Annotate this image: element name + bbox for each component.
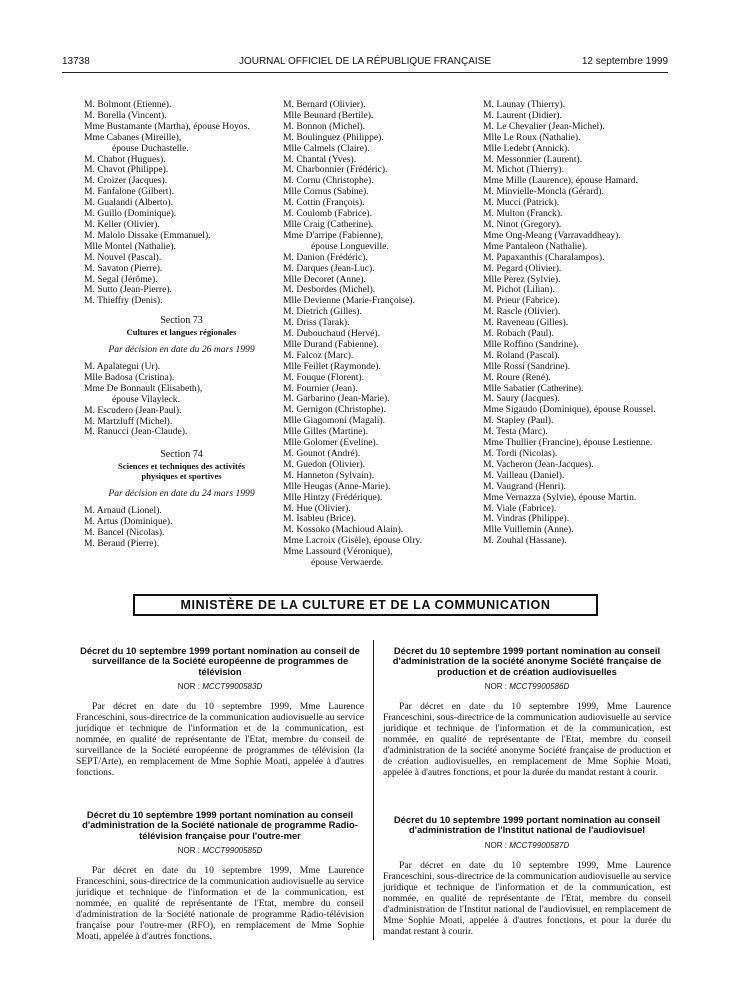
name-entry: M. Multon (Franck). [483,208,563,220]
name-entry: M. Charbonnier (Frédéric). [283,164,388,176]
name-entry: M. Darques (Jean-Luc). [283,262,375,274]
name-entry: Mme D'arripe (Fabienne), [283,229,384,241]
name-entry: M. Chavot (Philippe). [84,164,169,176]
name-entry: M. Boulinguez (Philippe). [283,131,384,143]
name-entry: Mlle Roffino (Sandrine). [483,338,579,350]
name-entry: Mlle Rossi (Sandrine). [483,360,571,372]
name-entry: Mme Vernazza (Sylvie), épouse Martin. [483,491,637,503]
decree-title: Décret du 10 septembre 1999 portant nomination au conseil d'administration de la Société nationale de programme Radio-télévision française pour l'outre-mer [82,809,358,841]
name-entry: Mlle Ledebt (Annick). [483,142,570,154]
name-entry: M. Laurent (Didier). [483,109,562,121]
name-entry: M. Prieur (Fabrice). [483,295,560,307]
section-subtitle: physiques et sportives [141,471,222,482]
decree-title: Décret du 10 septembre 1999 portant nomination au conseil d'administration de l'Institut national de l'audiovisuel [393,814,661,836]
nor-reference: NOR : MCCT9900585D [177,846,263,856]
decree-block-3 [383,646,671,778]
name-entry: M. Fouque (Florent). [283,371,365,383]
nor-reference: NOR : MCCT9900587D [484,840,570,850]
section-subtitle: Cultures et langues régionales [126,327,237,338]
name-entry: M. Stapley (Paul). [483,415,554,427]
name-entry: M. Segal (Jérôme). [84,273,158,285]
name-entry: Mlle Hintzy (Frédérique). [283,491,383,503]
name-entry: M. Garbarino (Jean-Marie). [283,393,390,405]
decision-date: Par décision en date du 24 mars 1999 [108,488,255,500]
name-entry: M. Bonnon (Michel). [283,120,366,132]
name-entry: M. Arnaud (Lionel). [84,505,162,517]
name-entry: Mlle Montel (Nathalie). [84,240,176,252]
name-entry: Mme Lacroix (Gisèle), épouse Olry. [283,535,422,547]
page-number: 13738 [62,56,90,67]
name-entry: Mlle Craig (Catherine). [283,218,374,230]
decree-body: Par décret en date du 10 septembre 1999, Mme Laurence Franceschini, sous-directrice de la communication audiovisuelle au service juridique et technique de l'information et de la communication, est nommée, en qualité de représentante de l'Etat, membre du conseil d'administration de l'Institut national de l'audiovisuel, en remplacement de Mme Sophie Moati, appelée à d'autres fonctions, et pour la durée du mandat restant à courir. [383,859,671,937]
name-entry: M. Pichot (Lilian). [483,284,555,296]
name-entry: M. Driss (Tarak). [283,317,350,329]
name-entry: M. Nouvel (Pascal). [84,251,162,263]
name-entry: M. Desbordes (Michel). [283,284,376,296]
name-entry: Mlle Badosa (Cristina). [84,371,175,383]
decree-block-1 [76,646,364,778]
name-entry: Mlle Giagomoni (Magali). [283,415,386,427]
name-entry: M. Danion (Frédéric). [283,251,368,263]
nor-reference: NOR : MCCT9900583D [177,682,263,692]
name-entry: M. Isableu (Brice). [283,513,356,525]
name-entry: M. Chabot (Hugues). [84,153,166,165]
name-entry: M. Dubouchaud (Hervé). [283,328,380,340]
name-entry: M. Hue (Olivier). [283,502,351,514]
name-list [84,100,279,307]
name-entry: M. Cottin (François). [283,197,365,209]
name-entry: M. Roland (Pascal). [483,349,560,361]
name-entry: épouse Duchastelle. [112,142,189,154]
name-entry: Mlle Beunard (Bertile). [283,109,374,121]
name-entry: M. Falcoz (Marc). [283,349,354,361]
name-entry: M. Ranucci (Jean-Claude). [84,426,188,438]
issue-date: 12 septembre 1999 [581,56,668,67]
names-column-2 [283,100,468,569]
name-entry: M. Michot (Thierry). [483,164,564,176]
name-entry: M. Borella (Vincent). [84,109,167,121]
ministry-banner: MINISTÈRE DE LA CULTURE ET DE LA COMMUNICATION [133,594,598,616]
name-entry: M. Le Chevalier (Jean-Michel). [483,120,605,132]
name-entry: Mlle Gilles (Martine). [283,426,368,438]
name-entry: Mlle Devienne (Marie-Françoise). [283,295,415,307]
decree-body: Par décret en date du 10 septembre 1999, Mme Laurence Franceschini, sous-directrice de la communication audiovisuelle au service juridique et technique de l'information et de la communication, est nommée, en qualité de représentante de l'Etat, membre du conseil d'administration de la société anonyme Société française de production et de création audiovisuelles, en remplacement de Mme Sophie Moati, appelée à d'autres fonctions, et pour la durée du mandat restant à courir. [383,701,671,779]
name-entry: M. Ninot (Gregory). [483,218,562,230]
name-entry: M. Gualandi (Alberto). [84,197,173,209]
names-column-1 [84,100,279,550]
name-entry: M. Mucci (Patrick). [483,197,560,209]
name-entry: M. Roure (René). [483,371,551,383]
name-entry: Mme Ong-Meang (Varravaddheay). [483,229,621,241]
decree-block-2 [76,810,364,942]
name-entry: épouse Vilayleck. [112,393,180,405]
name-entry: M. Robach (Paul). [483,328,554,340]
name-entry: Mlle Cornus (Sabine). [283,186,369,198]
name-list [84,362,279,438]
name-entry: M. Viale (Fabrice). [483,502,557,514]
section-heading: Section 73 [160,315,203,327]
name-entry: M. Artus (Dominique). [84,516,173,528]
name-entry: Mme Mille (Laurence), épouse Hamard. [483,175,639,187]
name-entry: M. Papaxanthis (Charalampos). [483,251,605,263]
name-list [84,506,279,550]
name-entry: Mme Bustamante (Martha), épouse Hoyos. [84,120,250,132]
name-entry: M. Beraud (Pierre). [84,537,160,549]
decree-title: Décret du 10 septembre 1999 portant nomination au conseil d'administration de la société anonyme Société française de production et de création audiovisuelles [392,645,662,677]
decree-body: Par décret en date du 10 septembre 1999, Mme Laurence Franceschini, sous-directrice de la communication audiovisuelle au service juridique et technique de l'information et de la communication, est nommée, en qualité de représentante de l'Etat, membre du conseil de surveillance de la Société européenne de programmes de télévision (la SEPT/Arte), en remplacement de Mme Sophie Moati, appelée à d'autres fonctions. [76,701,364,779]
name-entry: M. Keller (Olivier). [84,218,160,230]
name-entry: M. Fournier (Jean). [283,382,358,394]
name-entry: M. Fanfalone (Gilbert). [84,186,175,198]
decree-block-4 [383,815,671,937]
name-entry: Mlle Calmels (Claire). [283,142,370,154]
name-entry: M. Gounot (André). [283,448,361,459]
name-entry: M. Tordi (Nicolas). [483,448,558,459]
decision-date: Par décision en date du 26 mars 1999 [108,344,255,356]
page-header [62,56,668,70]
name-entry: M. Pegard (Olivier). [483,262,562,274]
name-entry: M. Martzluff (Michel). [84,415,173,427]
name-entry: Mme De Bonnault (Elisabeth), [84,382,203,394]
name-entry: M. Malolo Dissake (Emmanuel). [84,229,211,241]
name-entry: M. Escudero (Jean-Paul). [84,404,182,416]
name-entry: M. Bolmont (Etienne). [84,99,172,110]
name-entry: M. Kossoko (Machioud Alain). [283,524,404,536]
name-entry: M. Thieffry (Denis). [84,295,163,307]
header-rule [62,72,668,73]
column-divider [373,640,374,940]
name-entry: Mlle Decoret (Anne). [283,273,366,285]
name-entry: Mlle Sabatier (Catherine). [483,382,584,394]
journal-title: JOURNAL OFFICIEL DE LA RÉPUBLIQUE FRANÇAISE [238,56,492,67]
name-entry: Mlle Feillet (Raymonde). [283,360,381,372]
name-entry: M. Messonnier (Laurent). [483,153,583,165]
name-entry: épouse Longueville. [311,240,389,252]
name-list [283,100,468,569]
name-entry: M. Vindras (Philippe). [483,513,570,525]
name-entry: M. Guedon (Olivier). [283,458,366,470]
name-entry: M. Rascle (Olivier). [483,306,561,318]
name-entry: Mme Pantaleon (Nathalie). [483,240,588,252]
section-heading: Section 74 [160,449,203,461]
name-entry: Mlle Heugas (Anne-Marie). [283,480,391,492]
name-entry: M. Sutto (Jean-Pierre). [84,284,172,296]
name-entry: M. Raveneau (Gilles). [483,317,569,329]
names-column-3 [483,100,673,547]
name-entry: Mlle Golomer (Eveline). [283,437,379,449]
name-entry: M. Apalategui (Ur). [84,361,161,373]
name-entry: M. Vailleau (Daniel). [483,469,565,481]
name-entry: M. Testa (Marc). [483,426,548,438]
name-entry: M. Cornu (Christophe). [283,175,374,187]
name-entry: M. Hanneton (Sylvain). [283,469,375,481]
name-entry: M. Dietrich (Gilles). [283,306,362,318]
name-entry: M. Croizer (Jacques). [84,175,168,187]
name-entry: M. Vacheron (Jean-Jacques). [483,458,594,470]
name-entry: M. Bernard (Olivier). [283,99,366,110]
name-entry: M. Minvielle-Moncla (Gérard). [483,186,604,198]
name-entry: M. Chantal (Yves). [283,153,357,165]
name-entry: Mme Thullier (Francine), épouse Lestienne. [483,437,653,449]
name-entry: M. Guillo (Dominique). [84,208,177,220]
name-list [483,100,673,547]
name-entry: M. Coulomb (Fabrice). [283,208,372,220]
name-entry: M. Launay (Thierry). [483,99,566,110]
section-subtitle: Sciences et techniques des activités [118,461,245,472]
name-entry: M. Vaugrand (Henri). [483,480,566,492]
name-entry: Mme Lassourd (Véronique), [283,546,393,558]
decree-title: Décret du 10 septembre 1999 portant nomination au conseil de surveillance de la Société européenne de programmes de télévision [80,645,360,677]
name-entry: Mlle Vuillemin (Anne). [483,524,574,536]
name-entry: M. Savaton (Pierre). [84,262,163,274]
name-entry: Mme Cabanes (Mireille), [84,131,182,143]
name-entry: épouse Verwaerde. [311,557,384,569]
name-entry: Mlle Durand (Fabienne). [283,338,379,350]
nor-reference: NOR : MCCT9900586D [484,682,570,692]
name-entry: M. Bancel (Nicolas). [84,527,165,538]
name-entry: M. Gernigon (Christophe). [283,404,386,416]
name-entry: Mlle Perez (Sylvie). [483,273,561,285]
name-entry: M. Zouhal (Hassane). [483,535,567,547]
name-entry: Mlle Le Roux (Nathalie). [483,131,581,143]
decree-body: Par décret en date du 10 septembre 1999, Mme Laurence Franceschini, sous-directrice de la communication audiovisuelle au service juridique et technique de l'information et de la communication, est nommée, en qualité de représentante de l'Etat, membre du conseil d'administration de la Société nationale de programme Radio-télévision française pour l'outre-mer (RFO), en remplacement de Mme Sophie Moati, appelée à d'autres fonctions. [76,865,364,943]
name-entry: M. Saury (Jacques). [483,393,560,405]
name-entry: Mme Sigaudo (Dominique), épouse Roussel. [483,404,656,416]
